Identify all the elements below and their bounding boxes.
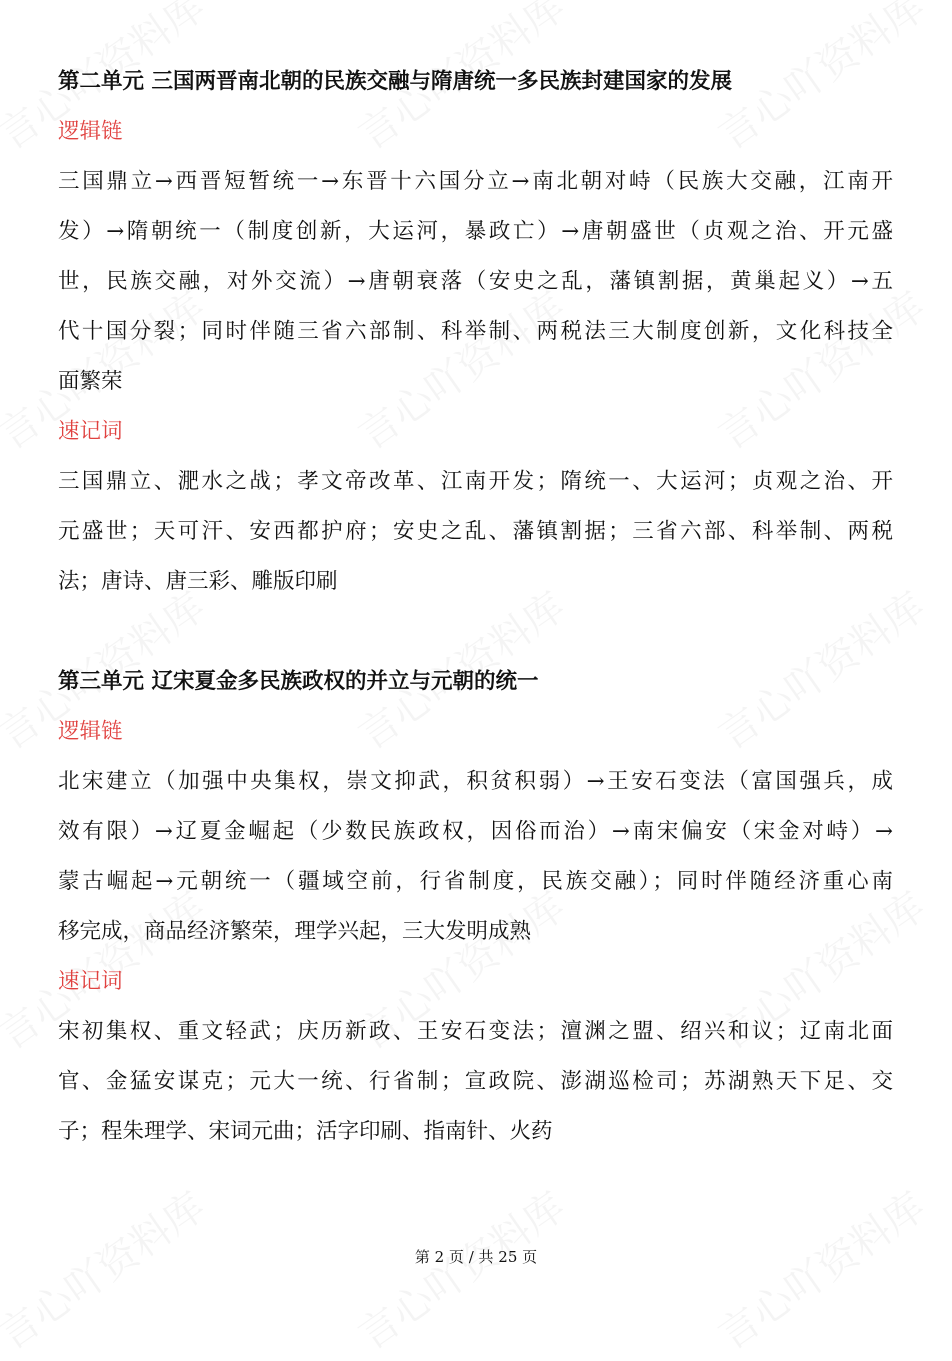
logic-chain-line: 北宋建立（加强中央集权，崇文抑武，积贫积弱）→王安石变法（富国强兵，成 bbox=[58, 769, 893, 794]
document-body bbox=[58, 57, 893, 1157]
logic-chain-line: 面繁荣 bbox=[58, 369, 123, 394]
keywords-line: 元盛世；天可汗、安西都护府；安史之乱、藩镇割据；三省六部、科举制、两税 bbox=[58, 519, 893, 544]
keywords-line: 子；程朱理学、宋词元曲；活字印刷、指南针、火药 bbox=[58, 1119, 553, 1144]
keywords-line: 宋初集权、重文轻武；庆历新政、王安石变法；澶渊之盟、绍兴和议；辽南北面 bbox=[58, 1019, 893, 1044]
logic-chain-line: 世，民族交融，对外交流）→唐朝衰落（安史之乱，藩镇割据，黄巢起义）→五 bbox=[58, 269, 893, 294]
section-title: 第二单元 三国两晋南北朝的民族交融与隋唐统一多民族封建国家的发展 bbox=[58, 69, 732, 94]
page-number: 第 2 页 / 共 25 页 bbox=[414, 1248, 538, 1266]
section-title: 第三单元 辽宋夏金多民族政权的并立与元朝的统一 bbox=[58, 669, 539, 694]
watermark-text bbox=[345, 1176, 574, 1360]
spacer bbox=[58, 607, 893, 657]
watermark-text bbox=[0, 1176, 215, 1360]
keywords-line: 官、金猛安谋克；元大一统、行省制；宣政院、澎湖巡检司；苏湖熟天下足、交 bbox=[58, 1069, 893, 1094]
logic-chain-line: 三国鼎立→西晋短暂统一→东晋十六国分立→南北朝对峙（民族大交融，江南开 bbox=[58, 169, 893, 194]
logic-chain-line: 发）→隋朝统一（制度创新，大运河，暴政亡）→唐朝盛世（贞观之治、开元盛 bbox=[58, 219, 893, 244]
keywords-line: 法；唐诗、唐三彩、雕版印刷 bbox=[58, 569, 338, 594]
logic-chain-line: 代十国分裂；同时伴随三省六部制、科举制、两税法三大制度创新，文化科技全 bbox=[58, 319, 893, 344]
logic-chain-line: 蒙古崛起→元朝统一（疆域空前，行省制度，民族交融）；同时伴随经济重心南 bbox=[58, 869, 893, 894]
watermark-text bbox=[705, 1176, 934, 1360]
logic-chain-line: 移完成，商品经济繁荣，理学兴起，三大发明成熟 bbox=[58, 919, 532, 944]
keywords-label: 速记词 bbox=[58, 419, 123, 444]
logic-chain-label: 逻辑链 bbox=[58, 719, 123, 744]
logic-chain-line: 效有限）→辽夏金崛起（少数民族政权，因俗而治）→南宋偏安（宋金对峙）→ bbox=[58, 819, 893, 844]
logic-chain-label: 逻辑链 bbox=[58, 119, 123, 144]
keywords-line: 三国鼎立、淝水之战；孝文帝改革、江南开发；隋统一、大运河；贞观之治、开 bbox=[58, 469, 893, 494]
keywords-label: 速记词 bbox=[58, 969, 123, 994]
